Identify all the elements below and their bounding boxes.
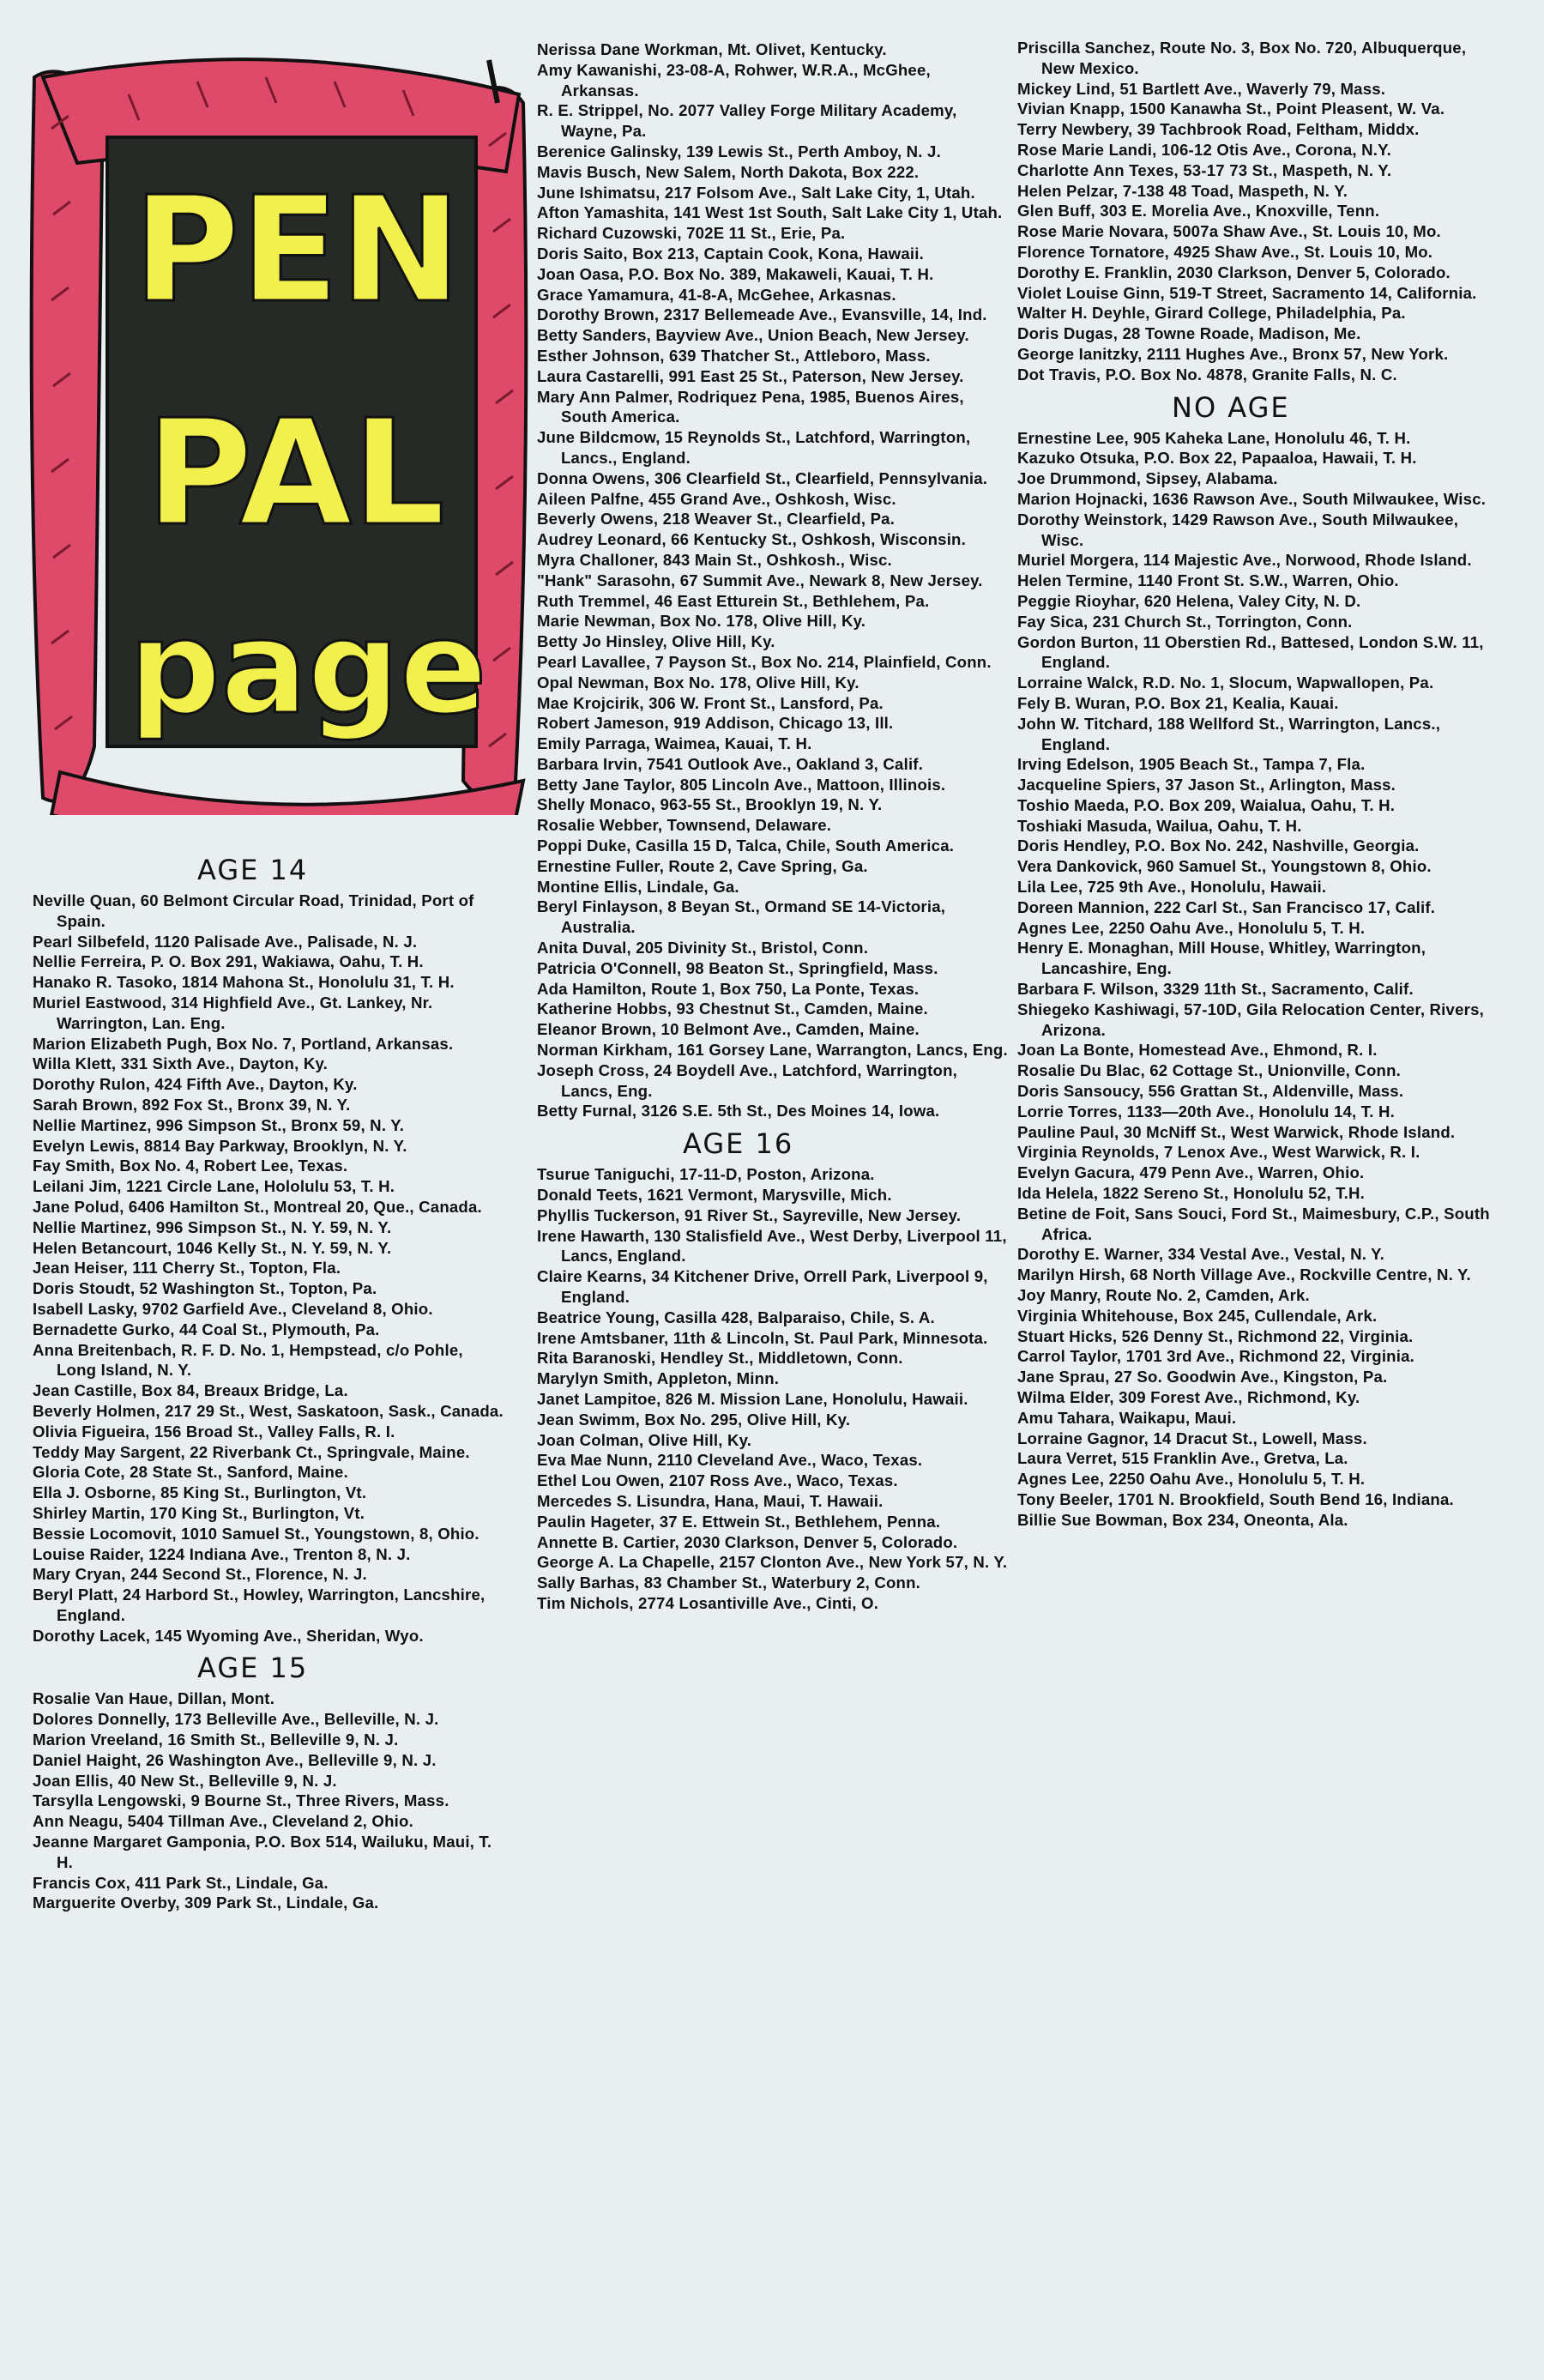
column-3 — [1017, 38, 1494, 1531]
pen-pal-entry: Dorothy Lacek, 145 Wyoming Ave., Sheridan, Wyo. — [33, 1626, 424, 1645]
pen-pal-entry: Louise Raider, 1224 Indiana Ave., Trenton 8, N. J. — [33, 1544, 411, 1563]
pen-pal-entry: Muriel Morgera, 114 Majestic Ave., Norwood, Rhode Island. — [1017, 551, 1472, 570]
pen-pal-entry: Jane Sprau, 27 So. Goodwin Ave., Kingston, Pa. — [1017, 1368, 1388, 1386]
pen-pal-entry: Francis Cox, 411 Park St., Lindale, Ga. — [33, 1873, 329, 1892]
pen-pal-entry: Joan La Bonte, Homestead Ave., Ehmond, R. I. — [1017, 1041, 1378, 1060]
pen-pal-entry: Joseph Cross, 24 Boydell Ave., Latchford, Warrington, Lancs, Eng. — [537, 1060, 957, 1100]
pen-pal-entry: R. E. Strippel, No. 2077 Valley Forge Military Academy, Wayne, Pa. — [537, 101, 957, 141]
pen-pal-entry: Toshiaki Masuda, Wailua, Oahu, T. H. — [1017, 816, 1302, 835]
pen-pal-entry: Charlotte Ann Texes, 53-17 73 St., Maspeth, N. Y. — [1017, 160, 1392, 179]
pen-pal-entry: Berenice Galinsky, 139 Lewis St., Perth Amboy, N. J. — [537, 142, 941, 160]
pen-pal-entry: Eva Mae Nunn, 2110 Cleveland Ave., Waco, Texas. — [537, 1451, 923, 1470]
pen-pal-entry: Robert Jameson, 919 Addison, Chicago 13, Ill. — [537, 714, 894, 733]
pen-pal-entry: Muriel Eastwood, 314 Highfield Ave., Gt. Lankey, Nr. Warrington, Lan. Eng. — [33, 993, 433, 1032]
pen-pal-entry: Neville Quan, 60 Belmont Circular Road, Trinidad, Port of Spain. — [33, 891, 474, 930]
pen-pal-entry: Betty Jo Hinsley, Olive Hill, Ky. — [537, 632, 775, 651]
age-heading: NO AGE — [1172, 390, 1290, 424]
pen-pal-entry: Rose Marie Landi, 106-12 Otis Ave., Corona, N.Y. — [1017, 140, 1392, 159]
pen-pal-entry: Henry E. Monaghan, Mill House, Whitley, Warrington, Lancashire, Eng. — [1017, 939, 1426, 978]
pen-pal-entry: Betine de Foit, Sans Souci, Ford St., Maimesbury, C.P., South Africa. — [1017, 1204, 1490, 1243]
pen-pal-entry: Vivian Knapp, 1500 Kanawha St., Point Pleasent, W. Va. — [1017, 100, 1445, 118]
age-heading: AGE 16 — [683, 1127, 794, 1161]
pen-pal-entry: Agnes Lee, 2250 Oahu Ave., Honolulu 5, T. H. — [1017, 1470, 1366, 1489]
pen-pal-entry: Kazuko Otsuka, P.O. Box 22, Papaaloa, Hawaii, T. H. — [1017, 449, 1417, 468]
pen-pal-entry: Teddy May Sargent, 22 Riverbank Ct., Springvale, Maine. — [33, 1442, 470, 1461]
pen-pal-entry: Rita Baranoski, Hendley St., Middletown, Conn. — [537, 1349, 903, 1368]
pen-pal-entry: June Bildcmow, 15 Reynolds St., Latchford, Warrington, Lancs., England. — [537, 428, 971, 467]
pen-pal-entry: Richard Cuzowski, 702E 11 St., Erie, Pa. — [537, 224, 846, 243]
pen-pal-entry: Dorothy Rulon, 424 Fifth Ave., Dayton, Ky. — [33, 1075, 358, 1094]
pen-pal-entry: Lorraine Gagnor, 14 Dracut St., Lowell, Mass. — [1017, 1429, 1367, 1447]
pen-pal-entry: Doris Sansoucy, 556 Grattan St., Aldenville, Mass. — [1017, 1082, 1404, 1101]
pen-pal-entry: Beryl Platt, 24 Harbord St., Howley, Warrington, Lancshire, England. — [33, 1586, 486, 1624]
pen-pal-entry: Laura Verret, 515 Franklin Ave., Gretva, La. — [1017, 1449, 1348, 1468]
pen-pal-entry: Ruth Tremmel, 46 East Etturein St., Bethlehem, Pa. — [537, 591, 930, 610]
pen-pal-entry: Helen Pelzar, 7-138 48 Toad, Maspeth, N. Y. — [1017, 181, 1348, 200]
pen-pal-entry: Stuart Hicks, 526 Denny St., Richmond 22, Virginia. — [1017, 1326, 1414, 1345]
bottom-fringe — [51, 772, 523, 815]
pen-pal-entry: Mae Krojcirik, 306 W. Front St., Lansford, Pa. — [537, 693, 884, 712]
pen-pal-entry: Laura Castarelli, 991 East 25 St., Paterson, New Jersey. — [537, 366, 964, 385]
pen-pal-entry: Phyllis Tuckerson, 91 River St., Sayreville, New Jersey. — [537, 1205, 962, 1224]
pen-pal-entry: Betty Jane Taylor, 805 Lincoln Ave., Mattoon, Illinois. — [537, 775, 946, 794]
pen-pal-entry: Isabell Lasky, 9702 Garfield Ave., Cleveland 8, Ohio. — [33, 1299, 433, 1318]
pen-pal-entry: Jean Heiser, 111 Cherry St., Topton, Fla. — [33, 1259, 341, 1278]
pen-pal-entry: Leilani Jim, 1221 Circle Lane, Hololulu 53, T. H. — [33, 1177, 395, 1196]
pen-pal-entry: Shelly Monaco, 963-55 St., Brooklyn 19, N. Y. — [537, 795, 883, 814]
title-pal: PAL — [146, 389, 445, 559]
pen-pal-entry: Jacqueline Spiers, 37 Jason St., Arlington, Mass. — [1017, 776, 1396, 794]
pen-pal-entry: Fay Sica, 231 Church St., Torrington, Conn. — [1017, 612, 1353, 631]
pen-pal-entry: Marylyn Smith, Appleton, Minn. — [537, 1369, 780, 1388]
pen-pal-entry: Norman Kirkham, 161 Gorsey Lane, Warrangton, Lancs, Eng. — [537, 1041, 1008, 1060]
pen-pal-entry: Lorraine Walck, R.D. No. 1, Slocum, Wapwallopen, Pa. — [1017, 674, 1434, 692]
pen-pal-entry: Montine Ellis, Lindale, Ga. — [537, 877, 739, 896]
pen-pal-entry: Tim Nichols, 2774 Losantiville Ave., Cinti, O. — [537, 1593, 879, 1612]
pen-pal-entry: Evelyn Gacura, 479 Penn Ave., Warren, Ohio. — [1017, 1163, 1365, 1182]
pen-pal-entry: Marion Vreeland, 16 Smith St., Belleville 9, N. J. — [33, 1731, 399, 1749]
pen-pal-entry: Irving Edelson, 1905 Beach St., Tampa 7, Fla. — [1017, 755, 1366, 774]
pen-pal-entry: Joan Ellis, 40 New St., Belleville 9, N. J. — [33, 1771, 337, 1790]
pen-pal-entry: Audrey Leonard, 66 Kentucky St., Oshkosh, Wisconsin. — [537, 530, 966, 549]
pen-pal-entry: Amu Tahara, Waikapu, Maui. — [1017, 1408, 1237, 1427]
pen-pal-entry: Claire Kearns, 34 Kitchener Drive, Orrell Park, Liverpool 9, England. — [537, 1267, 988, 1307]
pen-pal-entry: Nellie Ferreira, P. O. Box 291, Wakiawa, Oahu, T. H. — [33, 952, 424, 971]
pen-pal-entry: Lorrie Torres, 1133—20th Ave., Honolulu 14, T. H. — [1017, 1102, 1395, 1121]
pen-pal-entry: Aileen Palfne, 455 Grand Ave., Oshkosh, Wisc. — [537, 489, 896, 508]
pen-pal-entry: "Hank" Sarasohn, 67 Summit Ave., Newark 8, New Jersey. — [537, 571, 983, 589]
pen-pal-entry: Tarsylla Lengowski, 9 Bourne St., Three Rivers, Mass. — [33, 1791, 449, 1810]
pen-pal-entry: George A. La Chapelle, 2157 Clonton Ave., New York 57, N. Y. — [537, 1553, 1008, 1572]
pen-pal-entry: Shirley Martin, 170 King St., Burlington, Vt. — [33, 1503, 365, 1522]
pen-pal-entry: Billie Sue Bowman, Box 234, Oneonta, Ala. — [1017, 1510, 1348, 1529]
pen-pal-entry: Beverly Holmen, 217 29 St., West, Saskatoon, Sask., Canada. — [33, 1401, 504, 1420]
pen-pal-entry: George Ianitzky, 2111 Hughes Ave., Bronx 57, New York. — [1017, 344, 1449, 363]
pen-pal-entry: Hanako R. Tasoko, 1814 Mahona St., Honolulu 31, T. H. — [33, 973, 455, 992]
pen-pal-entry: Joan Colman, Olive Hill, Ky. — [537, 1430, 752, 1449]
pen-pal-entry: Tsurue Taniguchi, 17-11-D, Poston, Arizona. — [537, 1165, 875, 1184]
pen-pal-entry: Beverly Owens, 218 Weaver St., Clearfield, Pa. — [537, 510, 896, 529]
pen-pal-entry: Marie Newman, Box No. 178, Olive Hill, Ky. — [537, 612, 866, 631]
pen-pal-entry: Ada Hamilton, Route 1, Box 750, La Ponte, Texas. — [537, 979, 920, 998]
pen-pal-entry: Barbara Irvin, 7541 Outlook Ave., Oakland 3, Calif. — [537, 754, 924, 773]
pen-pal-entry: Helen Termine, 1140 Front St. S.W., Warren, Ohio. — [1017, 571, 1399, 590]
pen-pal-entry: Dorothy E. Warner, 334 Vestal Ave., Vestal, N. Y. — [1017, 1245, 1385, 1264]
pen-pal-entry: Florence Tornatore, 4925 Shaw Ave., St. Louis 10, Mo. — [1017, 242, 1433, 261]
pen-pal-entry: Mickey Lind, 51 Bartlett Ave., Waverly 79, Mass. — [1017, 79, 1386, 98]
pen-pal-entry: Myra Challoner, 843 Main St., Oshkosh., Wisc. — [537, 550, 892, 569]
pen-pal-entry: Beryl Finlayson, 8 Beyan St., Ormand SE 14-Victoria, Australia. — [537, 897, 946, 937]
pen-pal-entry: Joe Drummond, Sipsey, Alabama. — [1017, 469, 1278, 488]
pen-pal-entry: Joy Manry, Route No. 2, Camden, Ark. — [1017, 1286, 1310, 1305]
column-2 — [537, 39, 1009, 1614]
pen-pal-entry: Willa Klett, 331 Sixth Ave., Dayton, Ky. — [33, 1054, 328, 1073]
pen-pal-entry: Rosalie Du Blac, 62 Cottage St., Unionville, Conn. — [1017, 1061, 1402, 1080]
pen-pal-entry: Pearl Silbefeld, 1120 Palisade Ave., Palisade, N. J. — [33, 932, 418, 951]
pen-pal-entry: Irene Hawarth, 130 Stalisfield Ave., West Derby, Liverpool 11, Lancs, England. — [537, 1226, 1007, 1266]
pen-pal-entry: Joan Oasa, P.O. Box No. 389, Makaweli, Kauai, T. H. — [537, 264, 934, 283]
pen-pal-entry: June Ishimatsu, 217 Folsom Ave., Salt Lake City, 1, Utah. — [537, 183, 975, 202]
pen-pal-entry: Priscilla Sanchez, Route No. 3, Box No. 720, Albuquerque, New Mexico. — [1017, 39, 1467, 77]
age-heading: AGE 14 — [197, 854, 309, 886]
pen-pal-entry: Fely B. Wuran, P.O. Box 21, Kealia, Kauai. — [1017, 693, 1339, 712]
pen-pal-entry: Evelyn Lewis, 8814 Bay Parkway, Brooklyn, N. Y. — [33, 1136, 407, 1155]
curtain-banner-art — [26, 43, 532, 815]
pen-pal-entry: Janet Lampitoe, 826 M. Mission Lane, Honolulu, Hawaii. — [537, 1390, 968, 1408]
pen-pal-entry: Fay Smith, Box No. 4, Robert Lee, Texas. — [33, 1157, 348, 1175]
pen-pal-entry: Ella J. Osborne, 85 King St., Burlington, Vt. — [33, 1483, 367, 1502]
pen-pal-entry: Patricia O'Connell, 98 Beaton St., Springfield, Mass. — [537, 958, 938, 977]
pen-pal-entry: Agnes Lee, 2250 Oahu Ave., Honolulu 5, T. H. — [1017, 918, 1366, 937]
pen-pal-entry: Jean Castille, Box 84, Breaux Bridge, La. — [33, 1381, 348, 1400]
left-curtain — [32, 71, 103, 801]
pen-pal-entry: Nerissa Dane Workman, Mt. Olivet, Kentucky. — [537, 40, 887, 58]
pen-pal-entry: Paulin Hageter, 37 E. Ettwein St., Bethlehem, Penna. — [537, 1512, 941, 1531]
pen-pal-entry: Dolores Donnelly, 173 Belleville Ave., Belleville, N. J. — [33, 1710, 439, 1729]
pen-pal-entry: Wilma Elder, 309 Forest Ave., Richmond, Ky. — [1017, 1388, 1360, 1406]
pen-pal-entry: Walter H. Deyhle, Girard College, Philadelphia, Pa. — [1017, 304, 1406, 323]
pen-pal-entry: Mavis Busch, New Salem, North Dakota, Box 222. — [537, 162, 920, 181]
column-1 — [33, 848, 506, 1913]
pen-pal-entry: Mary Ann Palmer, Rodriquez Pena, 1985, Buenos Aires, South America. — [537, 387, 964, 426]
pen-pal-entry: Ethel Lou Owen, 2107 Ross Ave., Waco, Texas. — [537, 1471, 898, 1490]
pen-pal-entry: Amy Kawanishi, 23-08-A, Rohwer, W.R.A., McGhee, Arkansas. — [537, 60, 931, 100]
pen-pal-entry: Beatrice Young, Casilla 428, Balparaiso, Chile, S. A. — [537, 1308, 935, 1326]
pen-pal-entry: Gloria Cote, 28 State St., Sanford, Maine. — [33, 1463, 348, 1482]
pen-pal-entry: Dorothy Weinstork, 1429 Rawson Ave., South Milwaukee, Wisc. — [1017, 510, 1459, 549]
pen-pal-entry: John W. Titchard, 188 Wellford St., Warrington, Lancs., England. — [1017, 714, 1441, 753]
pen-pal-entry: Marguerite Overby, 309 Park St., Lindale, Ga. — [33, 1894, 379, 1912]
pen-pal-entry: Esther Johnson, 639 Thatcher St., Attleboro, Mass. — [537, 346, 931, 365]
pen-pal-entry: Vera Dankovick, 960 Samuel St., Youngstown 8, Ohio. — [1017, 857, 1432, 876]
pen-pal-entry: Marion Hojnacki, 1636 Rawson Ave., South Milwaukee, Wisc. — [1017, 489, 1487, 508]
age-heading: AGE 15 — [197, 1652, 309, 1685]
pen-pal-entry: Dorothy Brown, 2317 Bellemeade Ave., Evansville, 14, Ind. — [537, 305, 987, 324]
pen-pal-page-banner — [26, 43, 532, 815]
pen-pal-entry: Dorothy E. Franklin, 2030 Clarkson, Denver 5, Colorado. — [1017, 263, 1451, 281]
pen-pal-entry: Gordon Burton, 11 Oberstien Rd., Battesed, London S.W. 11, England. — [1017, 632, 1484, 672]
pen-pal-entry: Doreen Mannion, 222 Carl St., San Francisco 17, Calif. — [1017, 897, 1436, 916]
pen-pal-entry: Ernestine Lee, 905 Kaheka Lane, Honolulu 46, T. H. — [1017, 428, 1411, 447]
pen-pal-entry: Donald Teets, 1621 Vermont, Marysville, Mich. — [537, 1186, 892, 1205]
pen-pal-entry: Helen Betancourt, 1046 Kelly St., N. Y. 59, N. Y. — [33, 1238, 392, 1257]
pen-pal-entry: Lila Lee, 725 9th Ave., Honolulu, Hawaii. — [1017, 878, 1327, 897]
pen-pal-entry: Opal Newman, Box No. 178, Olive Hill, Ky. — [537, 673, 859, 692]
pen-pal-entry: Carrol Taylor, 1701 3rd Ave., Richmond 22, Virginia. — [1017, 1347, 1415, 1366]
pen-pal-entry: Anna Breitenbach, R. F. D. No. 1, Hempstead, c/o Pohle, Long Island, N. Y. — [33, 1340, 463, 1380]
pen-pal-entry: Eleanor Brown, 10 Belmont Ave., Camden, Maine. — [537, 1020, 920, 1039]
pen-pal-entry: Jean Swimm, Box No. 295, Olive Hill, Ky. — [537, 1410, 851, 1429]
title-pen: PEN — [133, 166, 461, 335]
pen-pal-entry: Jeanne Margaret Gamponia, P.O. Box 514, Wailuku, Maui, T. H. — [33, 1833, 492, 1871]
pen-pal-entry: Glen Buff, 303 E. Morelia Ave., Knoxville, Tenn. — [1017, 202, 1380, 220]
pen-pal-entry: Violet Louise Ginn, 519-T Street, Sacramento 14, California. — [1017, 283, 1477, 302]
pen-pal-entry: Pearl Lavallee, 7 Payson St., Box No. 214, Plainfield, Conn. — [537, 652, 992, 671]
pen-pal-entry: Daniel Haight, 26 Washington Ave., Belleville 9, N. J. — [33, 1750, 437, 1769]
pen-pal-entry: Bessie Locomovit, 1010 Samuel St., Youngstown, 8, Ohio. — [33, 1524, 479, 1543]
pen-pal-entry: Doris Stoudt, 52 Washington St., Topton, Pa. — [33, 1279, 377, 1298]
pen-pal-entry: Katherine Hobbs, 93 Chestnut St., Camden, Maine. — [537, 1000, 928, 1018]
pen-pal-entry: Rose Marie Novara, 5007a Shaw Ave., St. Louis 10, Mo. — [1017, 222, 1441, 241]
pen-pal-entry: Grace Yamamura, 41-8-A, McGehee, Arkasnas. — [537, 285, 896, 304]
pen-pal-entry: Marion Elizabeth Pugh, Box No. 7, Portland, Arkansas. — [33, 1034, 454, 1053]
pen-pal-entry: Annette B. Cartier, 2030 Clarkson, Denver 5, Colorado. — [537, 1532, 958, 1551]
pen-pal-entry: Nellie Martinez, 996 Simpson St., Bronx 59, N. Y. — [33, 1115, 405, 1134]
pen-pal-entry: Betty Sanders, Bayview Ave., Union Beach, New Jersey. — [537, 326, 969, 345]
pen-pal-entry: Toshio Maeda, P.O. Box 209, Waialua, Oahu, T. H. — [1017, 795, 1396, 814]
pen-pal-entry: Barbara F. Wilson, 3329 11th St., Sacramento, Calif. — [1017, 980, 1414, 999]
pen-pal-entry: Pauline Paul, 30 McNiff St., West Warwick, Rhode Island. — [1017, 1122, 1456, 1141]
pen-pal-entry: Nellie Martinez, 996 Simpson St., N. Y. 59, N. Y. — [33, 1217, 392, 1236]
pen-pal-entry: Olivia Figueira, 156 Broad St., Valley Falls, R. I. — [33, 1422, 395, 1441]
title-page: page — [129, 594, 487, 743]
pen-pal-entry: Ernestine Fuller, Route 2, Cave Spring, Ga. — [537, 856, 868, 875]
pen-pal-entry: Ann Neagu, 5404 Tillman Ave., Cleveland 2, Ohio. — [33, 1812, 413, 1831]
pen-pal-entry: Doris Saito, Box 213, Captain Cook, Kona, Hawaii. — [537, 244, 924, 263]
pen-pal-entry: Sarah Brown, 892 Fox St., Bronx 39, N. Y. — [33, 1095, 351, 1114]
pen-pal-entry: Mercedes S. Lisundra, Hana, Maui, T. Hawaii. — [537, 1491, 884, 1510]
pen-pal-entry: Betty Furnal, 3126 S.E. 5th St., Des Moines 14, Iowa. — [537, 1102, 940, 1121]
pen-pal-entry: Marilyn Hirsh, 68 North Village Ave., Rockville Centre, N. Y. — [1017, 1266, 1471, 1284]
pen-pal-entry: Terry Newbery, 39 Tachbrook Road, Feltham, Middx. — [1017, 120, 1420, 139]
pen-pal-entry: Irene Amtsbaner, 11th & Lincoln, St. Paul Park, Minnesota. — [537, 1328, 988, 1347]
pen-pal-entry: Poppi Duke, Casilla 15 D, Talca, Chile, South America. — [537, 837, 955, 855]
pen-pal-entry: Ida Helela, 1822 Sereno St., Honolulu 52, T.H. — [1017, 1184, 1365, 1203]
pen-pal-entry: Virginia Whitehouse, Box 245, Cullendale, Ark. — [1017, 1306, 1378, 1325]
pen-pal-entry: Peggie Rioyhar, 620 Helena, Valey City, N. D. — [1017, 591, 1361, 610]
pen-pal-entry: Rosalie Webber, Townsend, Delaware. — [537, 816, 832, 835]
pen-pal-entry: Jane Polud, 6406 Hamilton St., Montreal 20, Que., Canada. — [33, 1197, 482, 1216]
pen-pal-entry: Donna Owens, 306 Clearfield St., Clearfield, Pennsylvania. — [537, 468, 988, 487]
pen-pal-entry: Virginia Reynolds, 7 Lenox Ave., West Warwick, R. I. — [1017, 1143, 1420, 1162]
pen-pal-entry: Anita Duval, 205 Divinity St., Bristol, Conn. — [537, 939, 869, 957]
pen-pal-entry: Doris Dugas, 28 Towne Roade, Madison, Me. — [1017, 324, 1361, 343]
pen-pal-entry: Dot Travis, P.O. Box No. 4878, Granite Falls, N. C. — [1017, 365, 1397, 384]
pen-pal-entry: Mary Cryan, 244 Second St., Florence, N. J. — [33, 1565, 367, 1584]
pen-pal-entry: Bernadette Gurko, 44 Coal St., Plymouth, Pa. — [33, 1320, 380, 1338]
pen-pal-entry: Afton Yamashita, 141 West 1st South, Salt Lake City 1, Utah. — [537, 203, 1003, 222]
pen-pal-entry: Emily Parraga, Waimea, Kauai, T. H. — [537, 734, 812, 753]
pen-pal-entry: Rosalie Van Haue, Dillan, Mont. — [33, 1689, 275, 1708]
pen-pal-entry: Doris Hendley, P.O. Box No. 242, Nashville, Georgia. — [1017, 837, 1420, 855]
pen-pal-entry: Sally Barhas, 83 Chamber St., Waterbury 2, Conn. — [537, 1574, 921, 1592]
pen-pal-entry: Shiegeko Kashiwagi, 57-10D, Gila Relocation Center, Rivers, Arizona. — [1017, 1000, 1484, 1039]
pen-pal-entry: Tony Beeler, 1701 N. Brookfield, South Bend 16, Indiana. — [1017, 1489, 1454, 1508]
